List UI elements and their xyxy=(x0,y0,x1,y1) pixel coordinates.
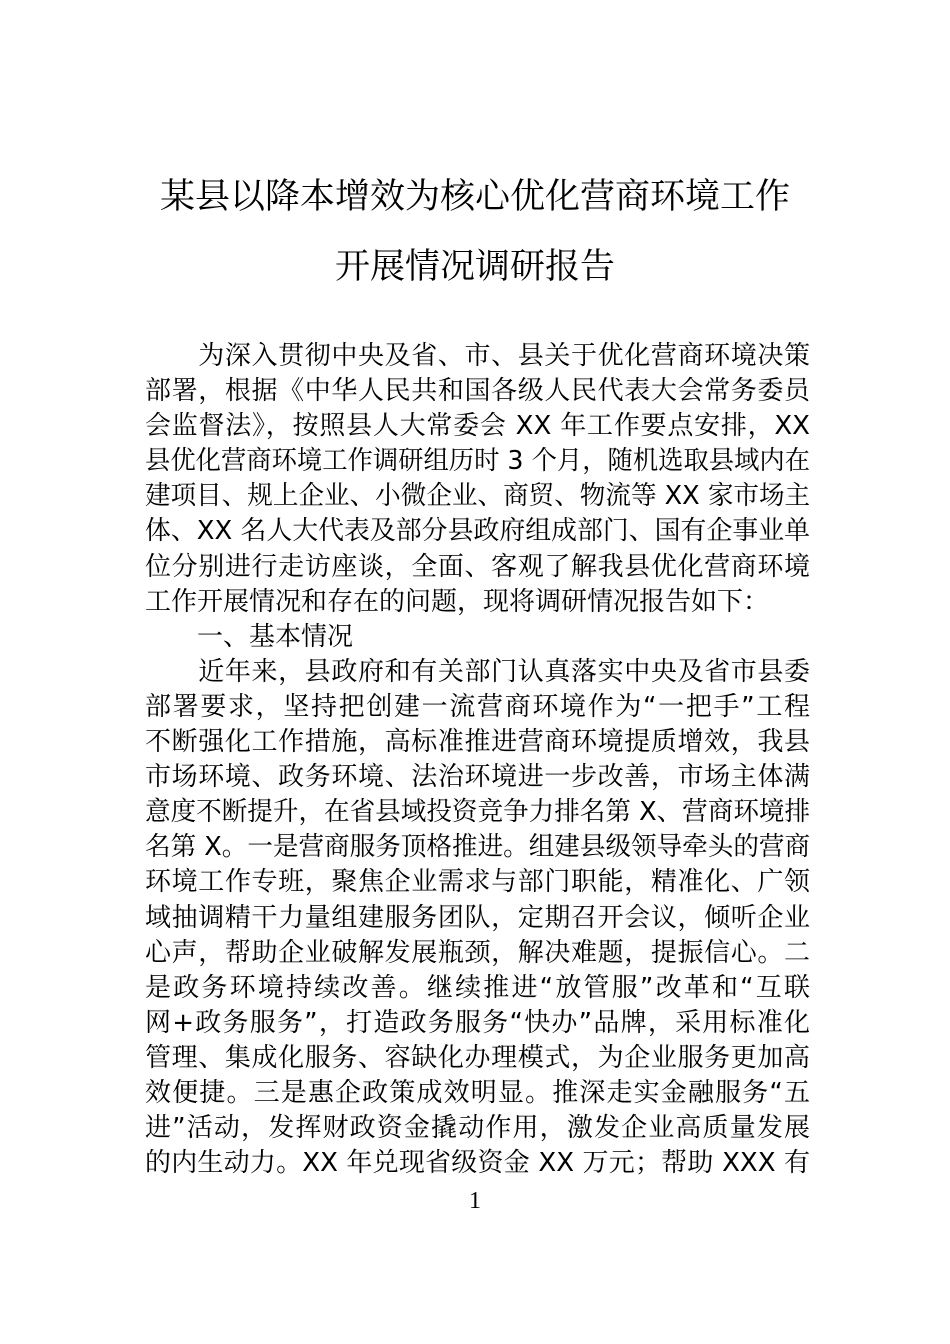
body-line: 会监督法》，按照县人大常委会 XX 年工作要点安排，XX xyxy=(145,411,810,442)
body-line: 心声，帮助企业破解发展瓶颈，解决难题，提振信心。二 xyxy=(145,937,810,968)
body-line: 部署要求，坚持把创建一流营商环境作为“一把手”工程 xyxy=(145,691,810,722)
body-line: 网+政务服务”，打造政务服务“快办”品牌，采用标准化 xyxy=(145,1007,810,1038)
body-line: 为深入贯彻中央及省、市、县关于优化营商环境决策 xyxy=(145,341,810,371)
body-line: 管理、集成化服务、容缺化办理模式，为企业服务更加高 xyxy=(145,1042,810,1073)
body-line: 建项目、规上企业、小微企业、商贸、物流等 XX 家市场主 xyxy=(145,481,811,512)
body-line: 县优化营商环境工作调研组历时 3 个月，随机选取县域内在 xyxy=(145,446,811,477)
body-line: 进”活动，发挥财政资金撬动作用，激发企业高质量发展 xyxy=(145,1113,810,1144)
body-line: 环境工作专班，聚焦企业需求与部门职能，精准化、广领 xyxy=(145,867,810,898)
body-line: 体、XX 名人大代表及部分县政府组成部门、国有企事业单 xyxy=(145,516,810,547)
body-line: 效便捷。三是惠企政策成效明显。推深走实金融服务“五 xyxy=(145,1077,810,1108)
body-line: 不断强化工作措施，高标准推进营商环境提质增效，我县 xyxy=(145,727,810,758)
body-line: 意度不断提升，在省县域投资竞争力排名第 X、营商环境排 xyxy=(145,797,811,828)
body-line: 位分别进行走访座谈，全面、客观了解我县优化营商环境 xyxy=(145,551,810,582)
body-line: 部署，根据《中华人民共和国各级人民代表大会常务委员 xyxy=(145,376,810,407)
document-title-line-2: 开展情况调研报告 xyxy=(334,247,615,287)
body-line: 域抽调精干力量组建服务团队，定期召开会议，倾听企业 xyxy=(145,902,810,933)
body-line: 近年来，县政府和有关部门认真落实中央及省市县委 xyxy=(145,656,810,687)
body-line: 市场环境、政务环境、法治环境进一步改善，市场主体满 xyxy=(145,762,810,793)
body-line: 是政务环境持续改善。继续推进“放管服”改革和“互联 xyxy=(145,972,810,1003)
document-title-line-1: 某县以降本增效为核心优化营商环境工作 xyxy=(159,177,790,217)
body-line: 一、基本情况 xyxy=(145,621,354,652)
page-number: 1 xyxy=(469,1188,481,1214)
body-line: 工作开展情况和存在的问题，现将调研情况报告如下： xyxy=(145,586,770,617)
body-line: 名第 X。一是营商服务顶格推进。组建县级领导牵头的营商 xyxy=(145,832,811,863)
body-line: 的内生动力。XX 年兑现省级资金 XX 万元；帮助 XXX 有 xyxy=(145,1148,810,1179)
document-body xyxy=(145,339,810,1181)
